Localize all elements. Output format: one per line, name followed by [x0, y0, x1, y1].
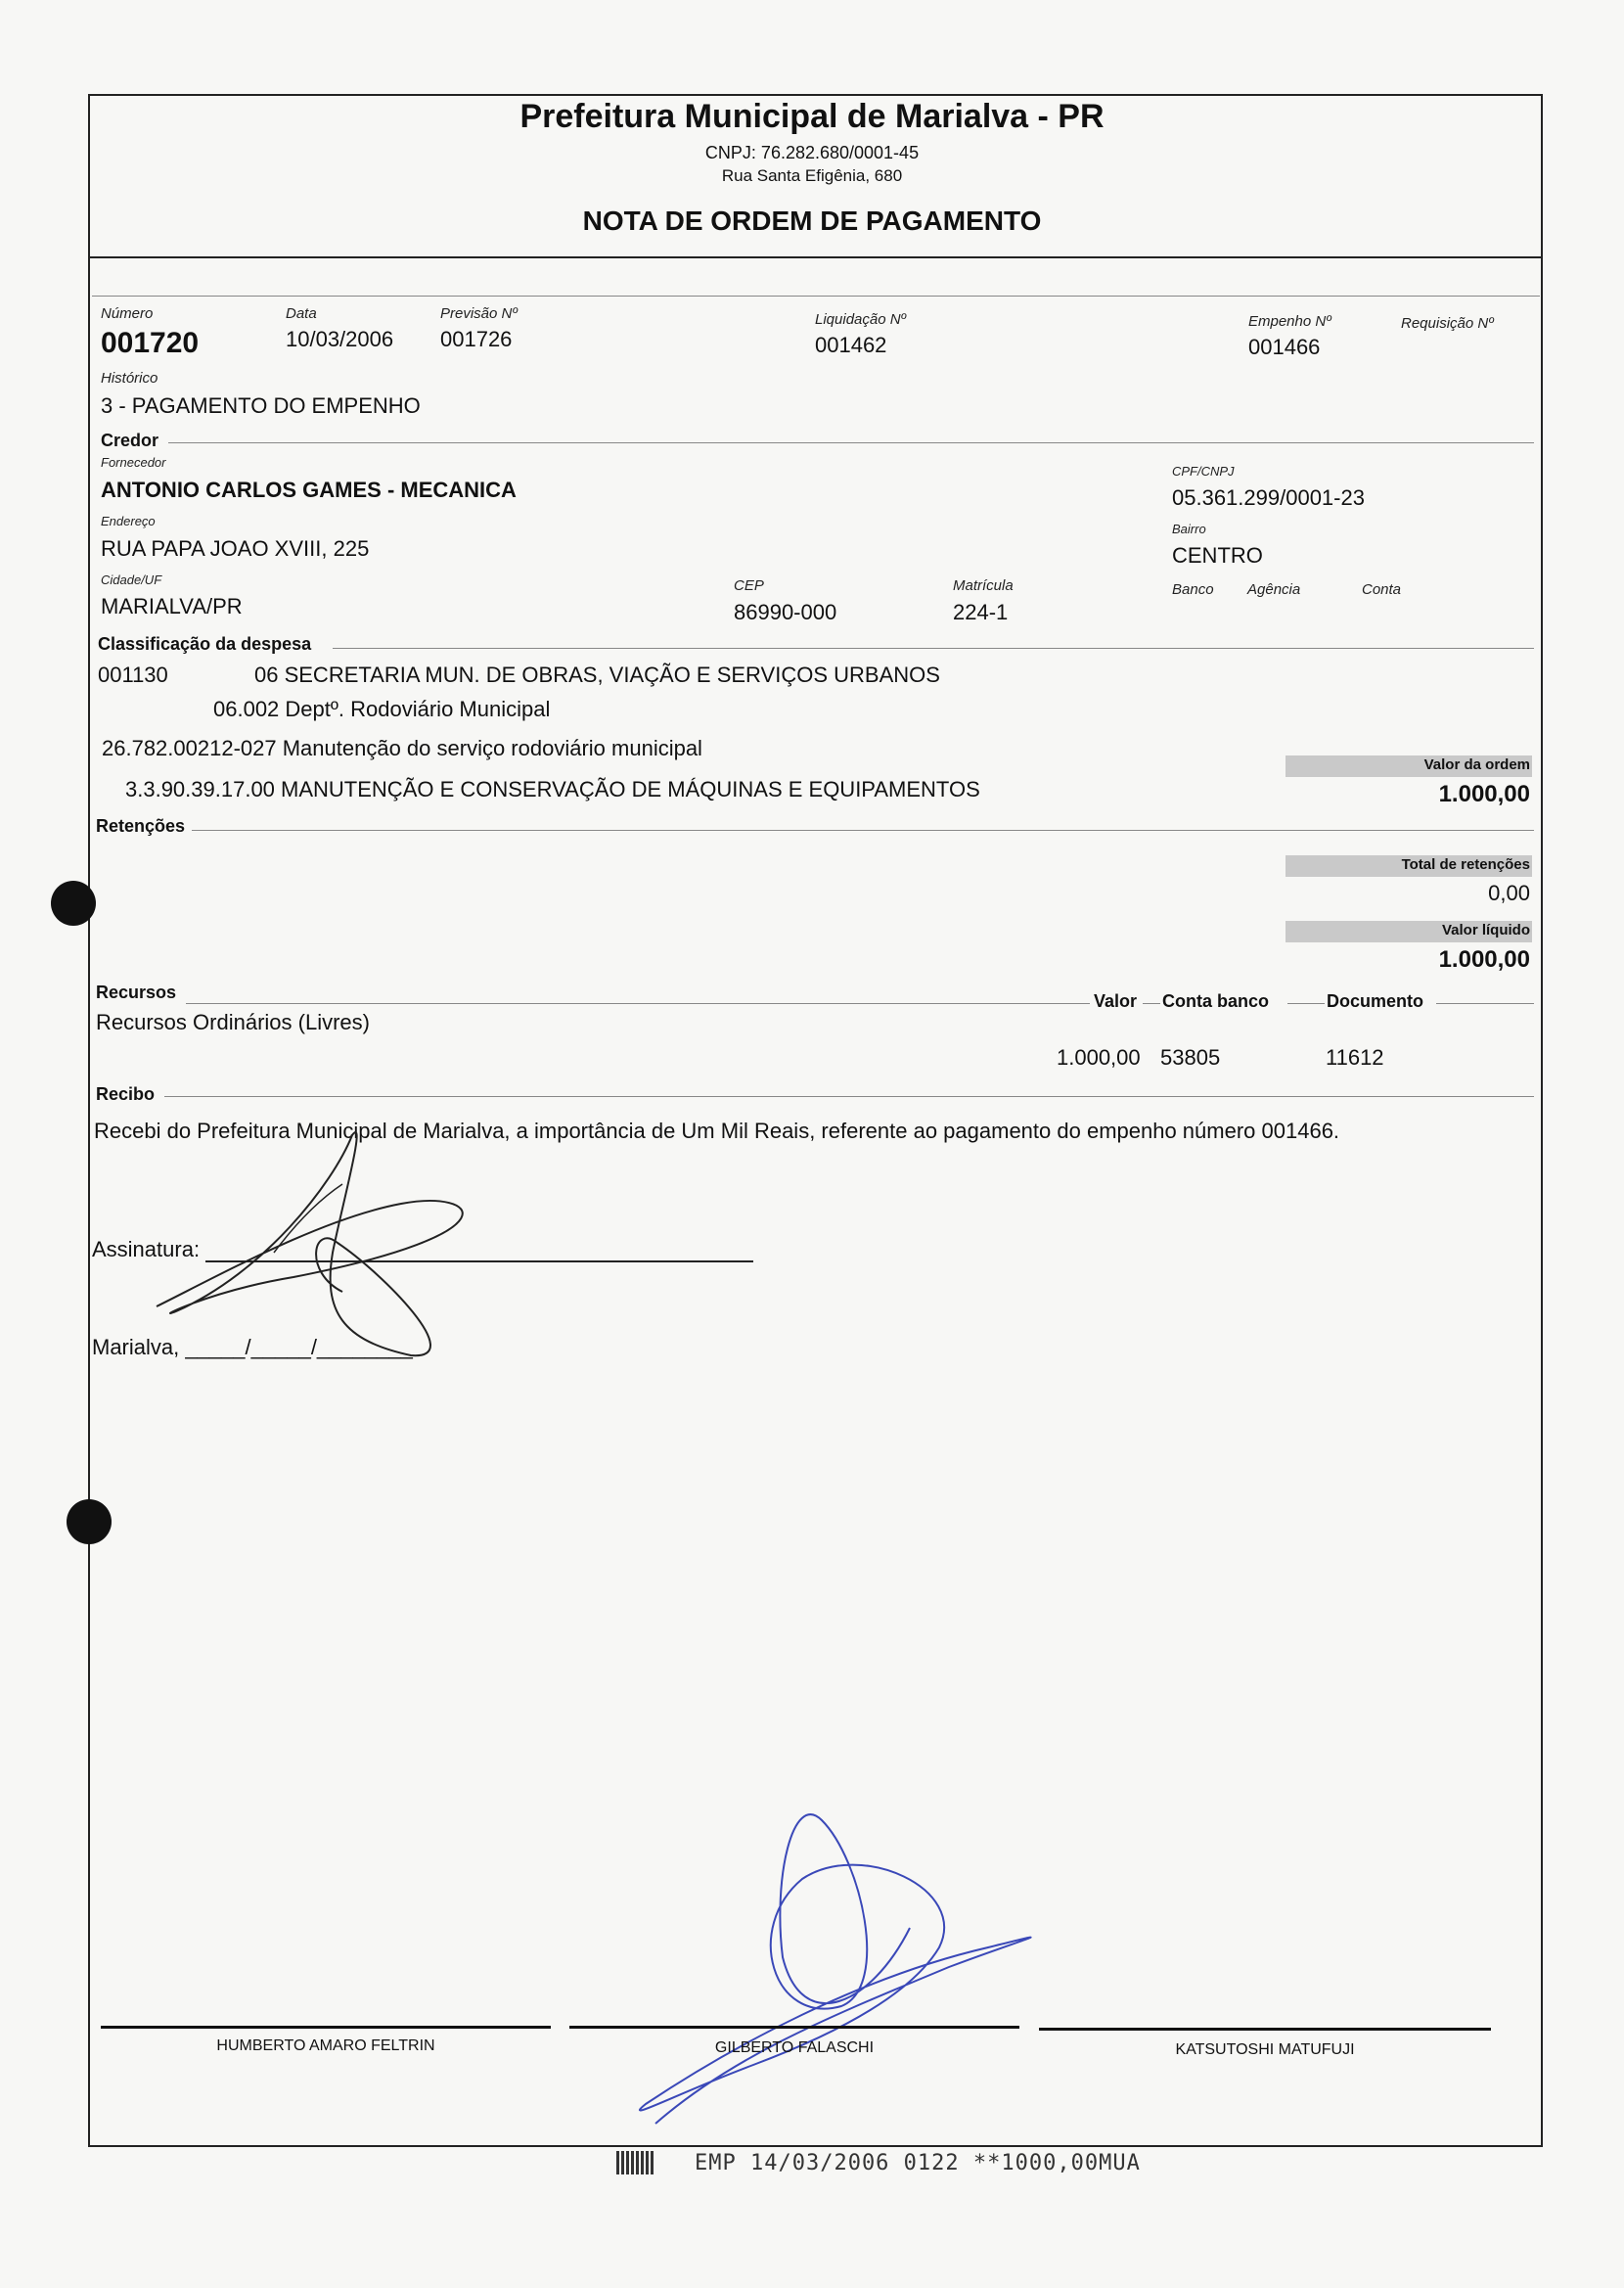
- blue-signature: [616, 1801, 1086, 2133]
- fornecedor-value: ANTONIO CARLOS GAMES - MECANICA: [101, 478, 517, 502]
- endereco-label: Endereço: [101, 514, 156, 528]
- signatory-2: GILBERTO FALASCHI: [714, 2039, 875, 2056]
- retencoes-label: Total de retenções: [1401, 856, 1530, 873]
- matricula-value: 224-1: [953, 600, 1009, 624]
- signatory-3: KATSUTOSHI MATUFUJI: [1175, 2041, 1355, 2058]
- local-data: Marialva, _____/_____/________: [92, 1335, 413, 1359]
- recibo-signature: [147, 1125, 538, 1380]
- liquidacao-label: Liquidação Nº: [815, 311, 907, 328]
- cidade-value: MARIALVA/PR: [101, 594, 243, 618]
- previsao-value: 001726: [440, 327, 513, 351]
- cpf-label: CPF/CNPJ: [1172, 464, 1235, 479]
- retencoes-value: 0,00: [1488, 881, 1530, 905]
- recibo-text: Recebi do Prefeitura Municipal de Marialva, a importância de Um Mil Reais, referente ao pagamento do empenho número 001466.: [94, 1119, 1340, 1143]
- requisicao-label: Requisição Nº: [1401, 315, 1494, 332]
- recursos-fonte: Recursos Ordinários (Livres): [96, 1010, 370, 1034]
- numero-label: Número: [101, 305, 154, 322]
- signature-line-2: [569, 2026, 1019, 2029]
- empenho-label: Empenho Nº: [1248, 313, 1331, 330]
- recursos-conta: 53805: [1160, 1045, 1221, 1070]
- ids-top-rule: [92, 296, 1540, 297]
- classificacao-program: 26.782.00212-027 Manutenção do serviço rodoviário municipal: [102, 736, 702, 760]
- recursos-rule-3: [1287, 1003, 1325, 1004]
- classificacao-rule: [333, 648, 1534, 649]
- historico-value: 3 - PAGAMENTO DO EMPENHO: [101, 393, 421, 418]
- barcode-mark: [616, 2151, 655, 2174]
- processing-stamp: EMP 14/03/2006 0122 **1000,00MUA: [695, 2151, 1141, 2175]
- valor-ordem-bar: [1286, 755, 1532, 777]
- signature-line-3: [1039, 2028, 1491, 2031]
- cidade-label: Cidade/UF: [101, 572, 162, 587]
- classificacao-section: Classificação da despesa: [98, 634, 312, 654]
- data-value: 10/03/2006: [286, 327, 394, 351]
- liquido-value: 1.000,00: [1438, 946, 1530, 973]
- cep-label: CEP: [734, 577, 764, 594]
- recursos-section: Recursos: [96, 983, 177, 1002]
- numero-value: 001720: [101, 327, 200, 359]
- punch-hole-top: [51, 881, 96, 926]
- recursos-conta-label: Conta banco: [1162, 991, 1270, 1011]
- valor-ordem-label: Valor da ordem: [1423, 756, 1530, 773]
- valor-ordem-value: 1.000,00: [1438, 781, 1530, 807]
- address-text: Rua Santa Efigênia, 680: [721, 166, 903, 185]
- cnpj-text: CNPJ: 76.282.680/0001-45: [704, 143, 920, 162]
- cpf-value: 05.361.299/0001-23: [1172, 485, 1365, 510]
- conta-label: Conta: [1362, 581, 1402, 598]
- liquidacao-value: 001462: [815, 333, 887, 357]
- matricula-label: Matrícula: [953, 577, 1014, 594]
- recibo-section: Recibo: [96, 1084, 156, 1104]
- recursos-documento-label: Documento: [1327, 991, 1423, 1011]
- credor-section: Credor: [101, 431, 159, 450]
- retencoes-section: Retenções: [96, 816, 186, 836]
- previsao-label: Previsão Nº: [440, 305, 518, 322]
- recursos-documento: 11612: [1326, 1045, 1384, 1070]
- cep-value: 86990-000: [734, 600, 837, 624]
- bairro-label: Bairro: [1172, 522, 1206, 536]
- classificacao-code: 001130: [98, 663, 168, 687]
- recursos-rule-4: [1436, 1003, 1534, 1004]
- punch-hole-bottom: [67, 1499, 112, 1544]
- agencia-label: Agência: [1247, 581, 1301, 598]
- municipality-title: Prefeitura Municipal de Marialva - PR: [519, 98, 1105, 135]
- liquido-bar: [1286, 921, 1532, 942]
- classificacao-unit: 06.002 Deptº. Rodoviário Municipal: [213, 697, 551, 721]
- retencoes-bar: [1286, 855, 1532, 877]
- classificacao-element: 3.3.90.39.17.00 MANUTENÇÃO E CONSERVAÇÃO DE MÁQUINAS E EQUIPAMENTOS: [125, 777, 980, 801]
- historico-label: Histórico: [101, 370, 158, 387]
- classificacao-org: 06 SECRETARIA MUN. DE OBRAS, VIAÇÃO E SERVIÇOS URBANOS: [254, 663, 940, 687]
- document-title: NOTA DE ORDEM DE PAGAMENTO: [582, 206, 1042, 236]
- header-divider: [88, 256, 1543, 258]
- recursos-valor: 1.000,00: [1057, 1045, 1141, 1070]
- liquido-label: Valor líquido: [1441, 922, 1530, 938]
- retencoes-rule: [192, 830, 1534, 831]
- banco-label: Banco: [1172, 581, 1214, 598]
- bairro-value: CENTRO: [1172, 543, 1263, 568]
- signatory-1: HUMBERTO AMARO FELTRIN: [216, 2037, 435, 2054]
- empenho-value: 001466: [1248, 335, 1321, 359]
- credor-rule: [168, 442, 1534, 443]
- fornecedor-label: Fornecedor: [101, 455, 166, 470]
- recibo-rule: [164, 1096, 1534, 1097]
- recursos-rule-2: [1143, 1003, 1160, 1004]
- endereco-value: RUA PAPA JOAO XVIII, 225: [101, 536, 370, 561]
- recursos-valor-label: Valor: [1094, 991, 1138, 1011]
- data-label: Data: [286, 305, 317, 322]
- assinatura-label: Assinatura:: [92, 1237, 201, 1261]
- signature-line-1: [101, 2026, 551, 2029]
- recursos-rule: [186, 1003, 1090, 1004]
